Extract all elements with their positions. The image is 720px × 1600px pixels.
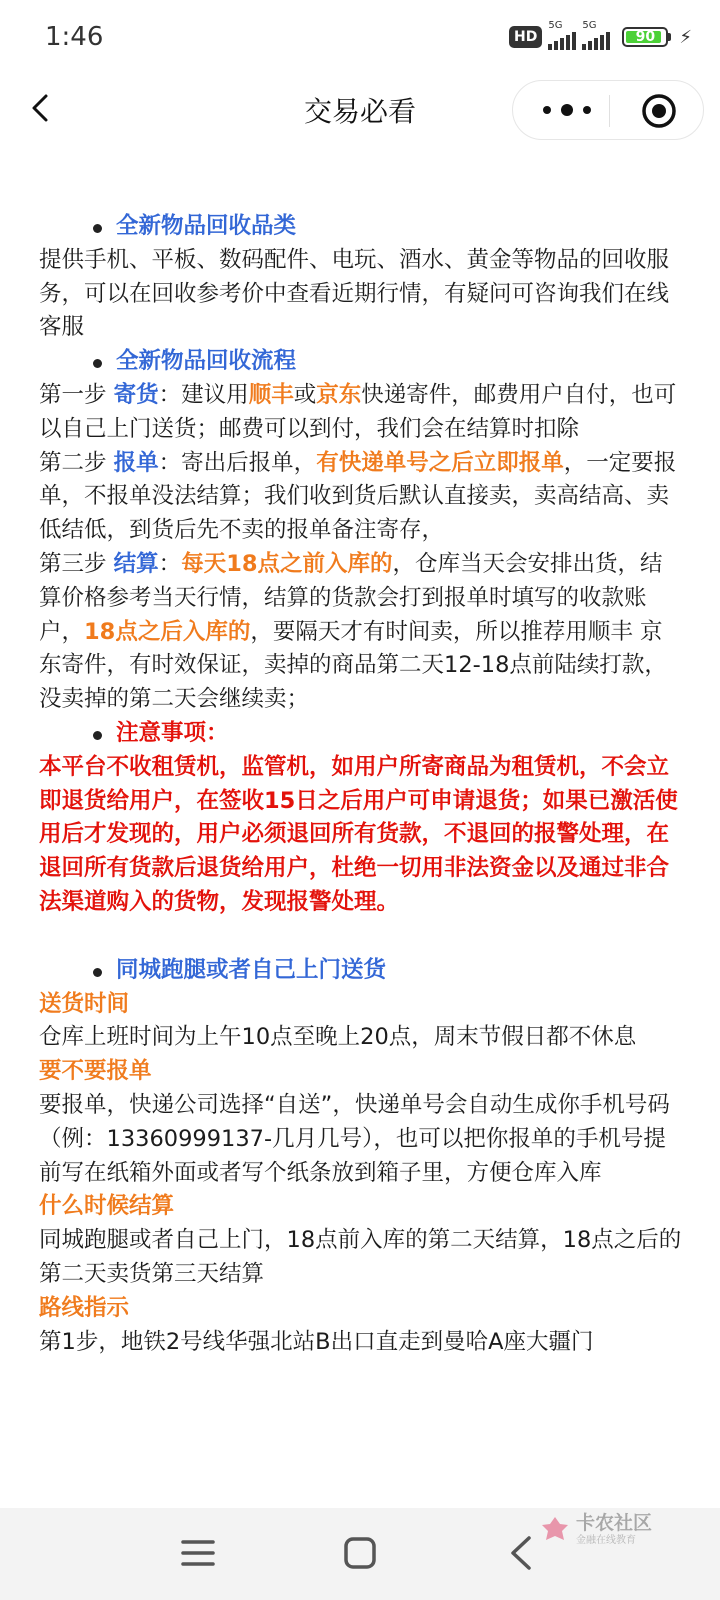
delivery-time-text: 仓库上班时间为上午10点至晚上20点，周末节假日都不休息	[39, 1024, 637, 1051]
watermark	[540, 1512, 652, 1548]
report-text: 要报单，快递公司选择“自送”，快递单号会自动生成你手机号码（例：13360999137-几月几号），也可以把你报单的手机号提前写在纸箱外面或者写个纸条放到箱子里，方便仓库入库	[39, 1091, 670, 1186]
network-label-2: 5G	[582, 20, 597, 31]
capsule-divider	[609, 95, 610, 127]
home-icon[interactable]	[335, 1528, 385, 1578]
watermark-subtitle: 金融在线教育	[576, 1535, 636, 1546]
more-icon[interactable]	[543, 97, 591, 123]
settle-text: 同城跑腿或者自己上门，18点前入库的第二天结算，18点之后的第二天卖货第三天结算	[39, 1227, 682, 1287]
battery-level: 90	[635, 29, 656, 45]
hd-icon: HD	[509, 26, 542, 48]
page-title: 交易必看	[303, 95, 416, 128]
notice-text: 本平台不收租赁机，监管机，如用户所寄商品为租赁机，不会立即退货给用户，在签收15日之后用户可申请退货；如果已激活使用后才发现的，用户必须退回所有货款，不退回的报警处理，在退回所有货款后退货给用户，杜绝一切用非法资金以及通过非合法渠道购入的货物，发现报警处理。	[39, 753, 678, 915]
menu-icon[interactable]	[173, 1528, 223, 1578]
step2-text: 第二步 报单：寄出后报单，有快递单号之后立即报单，一定要报单，不报单没法结算；我们收到货后默认直接卖，卖高结高、卖低结低，到货后先不卖的报单备注寄存，	[39, 449, 677, 544]
watermark-logo-icon	[540, 1515, 570, 1545]
step3-text: 第三步 结算：每天18点之前入库的，仓库当天会安排出货，结算价格参考当天行情，结算的货款会打到报单时填写的收款账户，18点之后入库的，要隔天才有时间卖，所以推荐用顺丰 京东寄件，有时效保证，卖掉的商品第二天12-18点前陆续打款，没卖掉的第二天会继续卖；	[39, 550, 667, 713]
heading-settle: 什么时候结算	[39, 1193, 175, 1220]
watermark-title: 卡农社区	[576, 1512, 653, 1534]
status-icons	[509, 20, 692, 50]
status-time: 1:46	[45, 22, 104, 52]
charging-icon: ⚡	[679, 26, 692, 48]
heading-route: 路线指示	[39, 1294, 130, 1321]
network-label: 5G	[548, 20, 563, 31]
heading-report: 要不要报单	[39, 1058, 152, 1085]
battery-icon	[622, 27, 671, 47]
route-text: 第1步，地铁2号线华强北站B出口直走到曼哈A座大疆门	[39, 1328, 594, 1355]
signal-icon-2	[582, 20, 610, 50]
close-mini-program-icon[interactable]	[641, 93, 677, 129]
section-title-categories: 全新物品回收品类	[39, 210, 684, 244]
step1-text: 第一步 寄货：建议用顺丰或京东快递寄件，邮费用户自付，也可以自己上门送货；邮费可以到付，我们会在结算时扣除	[39, 381, 677, 442]
heading-delivery-time: 送货时间	[39, 990, 130, 1017]
categories-text: 提供手机、平板、数码配件、电玩、酒水、黄金等物品的回收服务，可以在回收参考价中查看近期行情，有疑问可咨询我们在线客服	[39, 246, 670, 341]
mini-program-capsule	[512, 80, 704, 140]
section-title-process: 全新物品回收流程	[39, 345, 684, 379]
section-title-local-delivery: 同城跑腿或者自己上门送货	[39, 954, 684, 988]
article-content	[39, 210, 684, 1359]
signal-icon	[548, 20, 576, 50]
status-bar	[0, 0, 720, 78]
nav-bar	[0, 78, 720, 140]
section-title-notice: 注意事项：	[39, 717, 684, 751]
